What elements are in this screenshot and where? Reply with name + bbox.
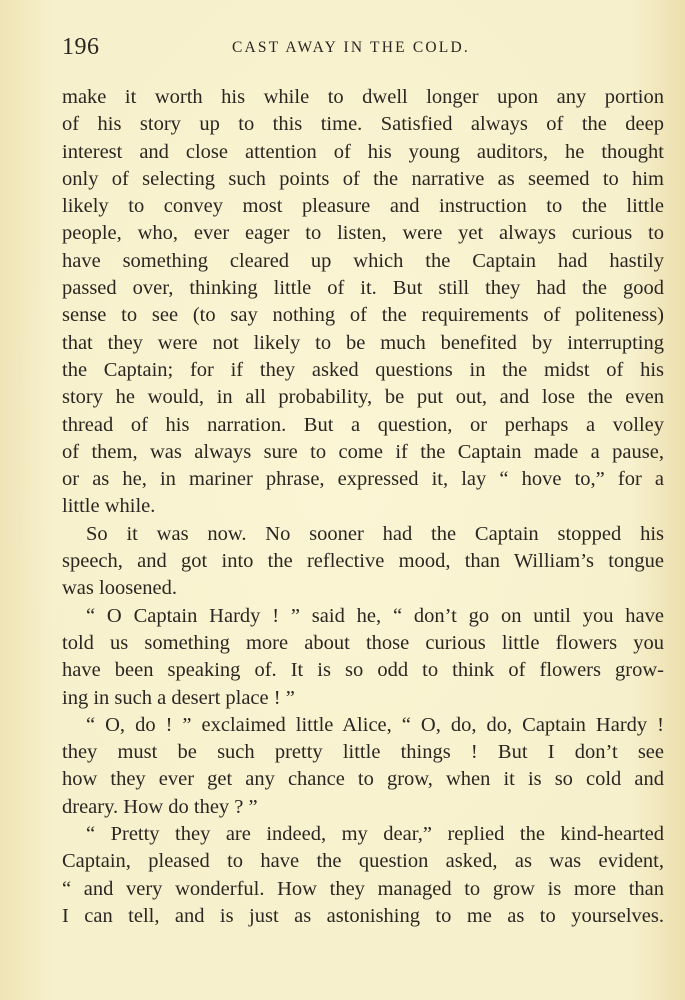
text-line: the Captain; for if they asked questions in the midst of his bbox=[62, 358, 664, 381]
text-line: passed over, thinking little of it. But still they had the good bbox=[62, 277, 664, 300]
page-header bbox=[62, 34, 662, 64]
text-line: have something cleared up which the Captain had hastily bbox=[62, 249, 664, 272]
text-line: interest and close attention of his young auditors, he thought bbox=[62, 140, 664, 163]
text-line: sense to see (to say nothing of the requirements of politeness) bbox=[62, 304, 664, 327]
text-line: only of selecting such points of the narrative as seemed to him bbox=[62, 167, 664, 190]
text-line: have been speaking of. It is so odd to think of flowers grow- bbox=[62, 659, 664, 682]
text-line: ing in such a desert place ! ” bbox=[62, 686, 295, 709]
text-line: they must be such pretty little things ! But I don’t see bbox=[62, 741, 664, 764]
text-line: story he would, in all probability, be put out, and lose the even bbox=[62, 386, 664, 409]
text-line: speech, and got into the reflective mood, than William’s tongue bbox=[62, 550, 664, 573]
text-line: of them, was always sure to come if the Captain made a pause, bbox=[62, 440, 664, 463]
text-line: that they were not likely to be much benefited by interrupting bbox=[62, 331, 664, 354]
text-line: of his story up to this time. Satisfied always of the deep bbox=[62, 113, 664, 136]
text-line: people, who, ever eager to listen, were yet always curious to bbox=[62, 222, 664, 245]
text-line: make it worth his while to dwell longer upon any portion bbox=[62, 86, 664, 108]
running-head: CAST AWAY IN THE COLD. bbox=[232, 39, 470, 56]
text-line: “ O, do ! ” exclaimed little Alice, “ O, do, do, Captain Hardy ! bbox=[86, 713, 664, 736]
text-line: how they ever get any chance to grow, when it is so cold and bbox=[62, 768, 664, 791]
text-line: “ and very wonderful. How they managed to grow is more than bbox=[62, 877, 664, 900]
text-line: So it was now. No sooner had the Captain stopped his bbox=[86, 522, 664, 545]
text-line: told us something more about those curious little flowers you bbox=[62, 631, 664, 654]
text-line: dreary. How do they ? ” bbox=[62, 795, 258, 818]
page-number: 196 bbox=[62, 34, 100, 60]
text-line: thread of his narration. But a question, or perhaps a volley bbox=[62, 413, 664, 436]
text-line: likely to convey most pleasure and instruction to the little bbox=[62, 195, 664, 218]
text-line: “ O Captain Hardy ! ” said he, “ don’t go on until you have bbox=[86, 604, 664, 627]
text-line: little while. bbox=[62, 495, 156, 518]
text-line: was loosened. bbox=[62, 577, 178, 600]
text-line: I can tell, and is just as astonishing to me as to yourselves. bbox=[62, 904, 664, 927]
text-line: “ Pretty they are indeed, my dear,” replied the kind-hearted bbox=[86, 823, 664, 846]
body-text bbox=[62, 84, 664, 930]
text-line: or as he, in mariner phrase, expressed it, lay “ hove to,” for a bbox=[62, 468, 664, 491]
text-line: Captain, pleased to have the question asked, as was evident, bbox=[62, 850, 664, 873]
